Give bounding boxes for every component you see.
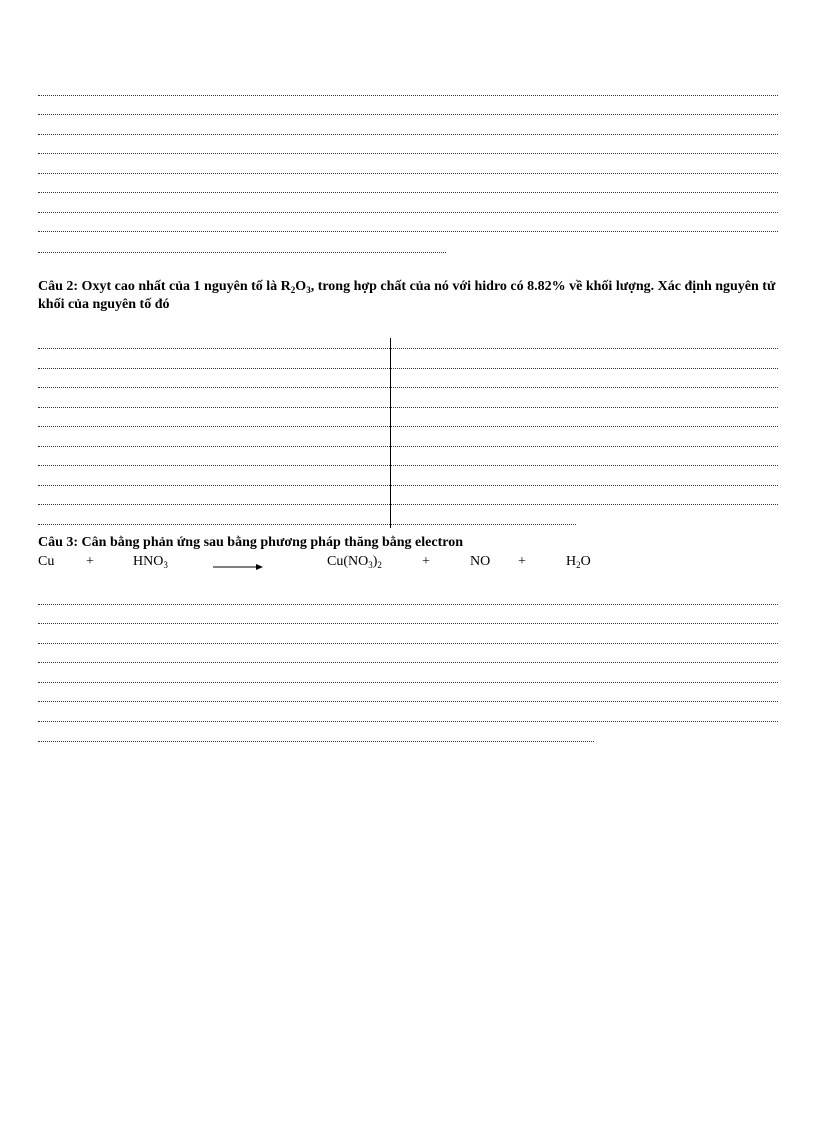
answer-line [38,446,778,447]
subscript: 2 [576,560,581,570]
answer-line [38,212,778,213]
reactant-hno3 [133,553,168,571]
answer-line [38,95,778,96]
answer-line [38,192,778,193]
formula-part: HNO [133,554,164,569]
question-2-text: , trong hợp chất của nó với hidro có 8.82% về khối lượng. Xác định nguyên tử khối của nguyên tố đó [38,279,776,312]
answer-line [38,604,778,605]
answer-line [38,134,778,135]
subscript: 2 [290,285,296,295]
column-divider [390,338,391,528]
product-cuno32 [327,553,382,571]
answer-line [38,623,778,624]
answer-line [38,153,778,154]
answer-line [38,231,778,232]
question-2-text: Câu 2: Oxyt cao nhất của 1 nguyên tố là R [38,279,291,294]
answer-line [38,387,778,388]
answer-line [38,721,778,722]
subscript: 3 [163,560,168,570]
answer-line [38,252,446,253]
answer-line [38,682,778,683]
answer-line [38,662,778,663]
subscript: 3 [368,560,373,570]
answer-line [38,701,778,702]
formula-part: Cu(NO [327,554,369,569]
answer-line [38,426,778,427]
answer-line [38,741,594,742]
formula-part: O [580,554,591,569]
question-2 [38,278,778,314]
subscript: 3 [306,285,311,295]
product-no: NO [470,554,491,569]
answer-line [38,368,778,369]
answer-line [38,465,778,466]
answer-line [38,114,778,115]
answer-line [38,485,778,486]
plus-sign: + [422,554,430,569]
answer-line [38,504,778,505]
question-2-text: O [295,279,307,294]
plus-sign: + [86,554,94,569]
question-3 [38,534,778,552]
reactant-cu: Cu [38,554,55,569]
formula-part: H [566,554,577,569]
answer-line [38,348,778,349]
answer-line [38,524,576,525]
question-3-text: Câu 3: Cân bằng phản ứng sau bằng phương pháp thăng bằng electron [38,535,463,550]
subscript: 2 [377,560,382,570]
answer-line [38,173,778,174]
formula-part: ) [372,554,378,569]
reaction-arrow-icon [213,562,263,572]
answer-line [38,643,778,644]
plus-sign: + [518,554,526,569]
product-h2o [566,553,591,571]
answer-line [38,407,778,408]
